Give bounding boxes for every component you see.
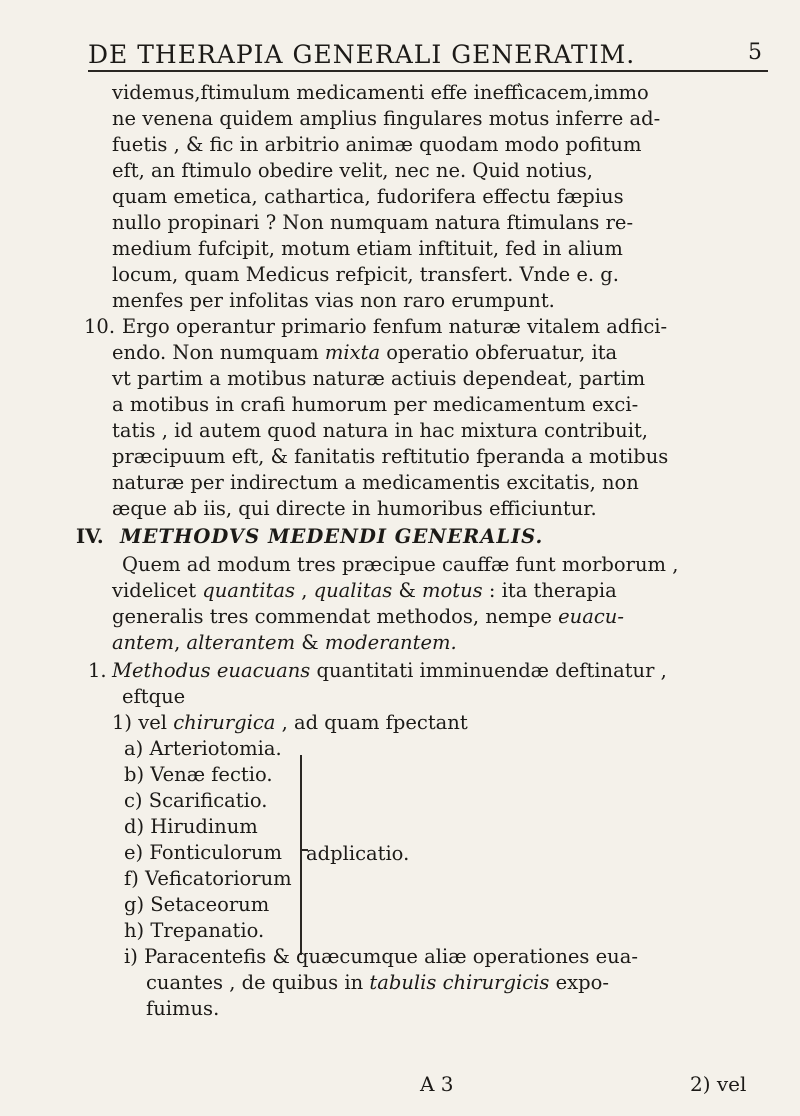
- text-line: medium fufcipit, motum etiam inftituit, fed in alium: [112, 237, 623, 260]
- text-line: eft, an ftimulo obedire velit, nec ne. Quid notius,: [112, 159, 594, 182]
- section-heading: METHODVS MEDENDI GENERALIS.: [120, 525, 544, 548]
- text-line: a motibus in crafi humorum per medicamentum exci-: [112, 393, 639, 416]
- paragraph-number: 10.: [84, 315, 116, 338]
- page-header: [88, 36, 768, 72]
- text-line: ne venena quidem amplius fingulares motus inferre ad-: [112, 107, 661, 130]
- text-line: vt partim a motibus naturæ actiuis dependeat, partim: [112, 367, 646, 390]
- text-line: videlicet quantitas , qualitas & motus : ita therapia: [112, 579, 617, 602]
- section-number: IV.: [76, 525, 104, 548]
- text-line: præcipuum eft, & fanitatis reftitutio fperanda a motibus: [112, 445, 669, 468]
- text-line: æque ab iis, qui directe in humoribus efficiuntur.: [112, 497, 597, 520]
- text-line: cuantes , de quibus in tabulis chirurgicis expo-: [146, 971, 609, 994]
- text-line: tatis , id autem quod natura in hac mixtura contribuit,: [112, 419, 648, 442]
- list-item: a) Arteriotomia.: [124, 737, 282, 760]
- text-line: endo. Non numquam mixta operatio obferuatur, ita: [112, 341, 618, 364]
- list-item: h) Trepanatio.: [124, 919, 265, 942]
- list-item: b) Venæ fectio.: [124, 763, 273, 786]
- catchword: 2) vel: [690, 1072, 747, 1096]
- list-number: 1.: [88, 659, 107, 682]
- text-line: naturæ per indirectum a medicamentis excitatis, non: [112, 471, 639, 494]
- list-item: g) Setaceorum: [124, 893, 270, 916]
- text-line: menfes per infolitas vias non raro erumpunt.: [112, 289, 555, 312]
- list-item: f) Veficatoriorum: [124, 867, 292, 890]
- list-item: e) Fonticulorum: [124, 841, 283, 864]
- curly-brace: [292, 755, 302, 955]
- list-item: i) Paracentefis & quæcumque aliæ operationes eua-: [124, 945, 638, 968]
- text-line: fuimus.: [146, 997, 220, 1020]
- brace-label: adplicatio.: [306, 842, 410, 865]
- text-line: Ergo operantur primario fenfum naturæ vitalem adfici-: [122, 315, 668, 338]
- text-line: Quem ad modum tres præcipue cauffæ funt morborum ,: [122, 553, 679, 576]
- text-line: 1) vel chirurgica , ad quam fpectant: [112, 711, 468, 734]
- text-line: fuetis , & fic in arbitrio animæ quodam modo pofitum: [112, 133, 642, 156]
- list-item: c) Scarificatio.: [124, 789, 268, 812]
- text-line: antem, alterantem & moderantem.: [112, 631, 457, 654]
- text-line: eftque: [122, 685, 186, 708]
- text-line: generalis tres commendat methodos, nempe euacu-: [112, 605, 624, 628]
- signature-mark: A 3: [420, 1072, 454, 1096]
- text-line: Methodus euacuans quantitati imminuendæ deftinatur ,: [112, 659, 667, 682]
- list-item: d) Hirudinum: [124, 815, 258, 838]
- running-title: DE THERAPIA GENERALI GENERATIM.: [88, 40, 636, 69]
- page-number: 5: [748, 40, 762, 65]
- text-line: locum, quam Medicus refpicit, transfert. Vnde e. g.: [112, 263, 619, 286]
- text-line: quam emetica, cathartica, fudorifera effectu fæpius: [112, 185, 624, 208]
- text-line: nullo propinari ? Non numquam natura ftimulans re-: [112, 211, 634, 234]
- text-line: videmus,ftimulum medicamenti effe ineffìcacem,immo: [112, 81, 649, 104]
